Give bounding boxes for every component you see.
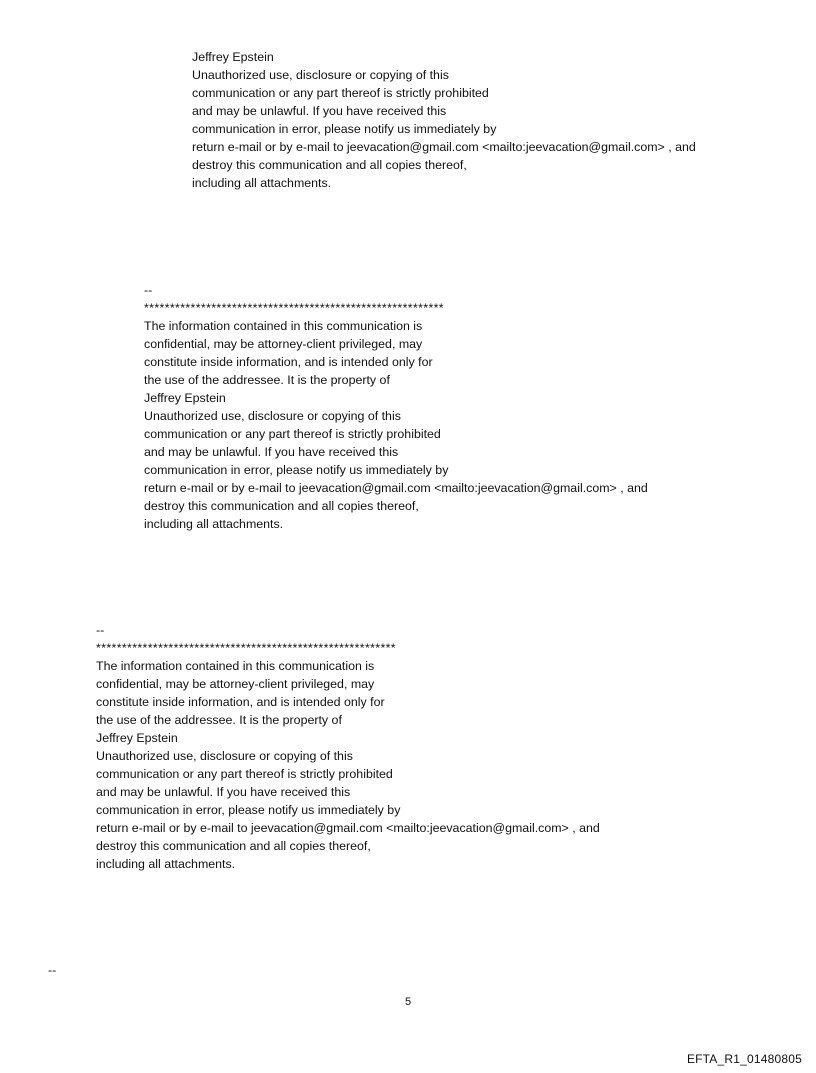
text-line: communication or any part thereof is strictly prohibited	[192, 86, 489, 100]
text-line: communication or any part thereof is strictly prohibited	[144, 427, 441, 441]
disclaimer-block-3	[96, 621, 600, 873]
text-line: confidential, may be attorney-client privileged, may	[144, 337, 423, 351]
asterisk-divider: **********************************************************	[96, 641, 396, 655]
asterisk-divider: **********************************************************	[144, 301, 444, 315]
page-number: 5	[404, 996, 412, 1008]
text-line: destroy this communication and all copies thereof,	[96, 839, 371, 853]
text-line: communication in error, please notify us immediately by	[96, 803, 401, 817]
bates-stamp: EFTA_R1_01480805	[686, 1052, 802, 1066]
disclaimer-block-1	[192, 48, 696, 192]
text-line: The information contained in this communication is	[96, 659, 375, 673]
text-line: the use of the addressee. It is the property of	[144, 373, 390, 387]
text-line: the use of the addressee. It is the property of	[96, 713, 342, 727]
text-line: communication in error, please notify us immediately by	[192, 122, 497, 136]
text-line: and may be unlawful. If you have received this	[96, 785, 351, 799]
text-line: return e-mail or by e-mail to jeevacation@gmail.com <mailto:jeevacation@gmail.com> , and	[96, 821, 600, 835]
text-line: Unauthorized use, disclosure or copying of this	[96, 749, 353, 763]
text-line: communication or any part thereof is strictly prohibited	[96, 767, 393, 781]
text-line: including all attachments.	[144, 517, 284, 531]
disclaimer-block-2	[144, 281, 648, 533]
text-line: and may be unlawful. If you have received this	[192, 104, 447, 118]
text-line: return e-mail or by e-mail to jeevacation@gmail.com <mailto:jeevacation@gmail.com> , and	[192, 140, 696, 154]
text-line: Jeffrey Epstein	[96, 731, 178, 745]
text-line: including all attachments.	[192, 176, 332, 190]
text-line: destroy this communication and all copies thereof,	[192, 158, 467, 172]
text-line: confidential, may be attorney-client privileged, may	[96, 677, 375, 691]
separator: --	[144, 283, 153, 297]
text-line: Unauthorized use, disclosure or copying of this	[144, 409, 401, 423]
text-line: Jeffrey Epstein	[192, 50, 274, 64]
trailing-separator: --	[48, 963, 57, 977]
text-line: and may be unlawful. If you have received this	[144, 445, 399, 459]
text-line: constitute inside information, and is intended only for	[144, 355, 433, 369]
separator: --	[96, 623, 105, 637]
text-line: including all attachments.	[96, 857, 236, 871]
text-line: Unauthorized use, disclosure or copying of this	[192, 68, 449, 82]
text-line: The information contained in this communication is	[144, 319, 423, 333]
text-line: destroy this communication and all copies thereof,	[144, 499, 419, 513]
text-line: Jeffrey Epstein	[144, 391, 226, 405]
text-line: constitute inside information, and is intended only for	[96, 695, 385, 709]
text-line: return e-mail or by e-mail to jeevacation@gmail.com <mailto:jeevacation@gmail.com> , and	[144, 481, 648, 495]
text-line: communication in error, please notify us immediately by	[144, 463, 449, 477]
